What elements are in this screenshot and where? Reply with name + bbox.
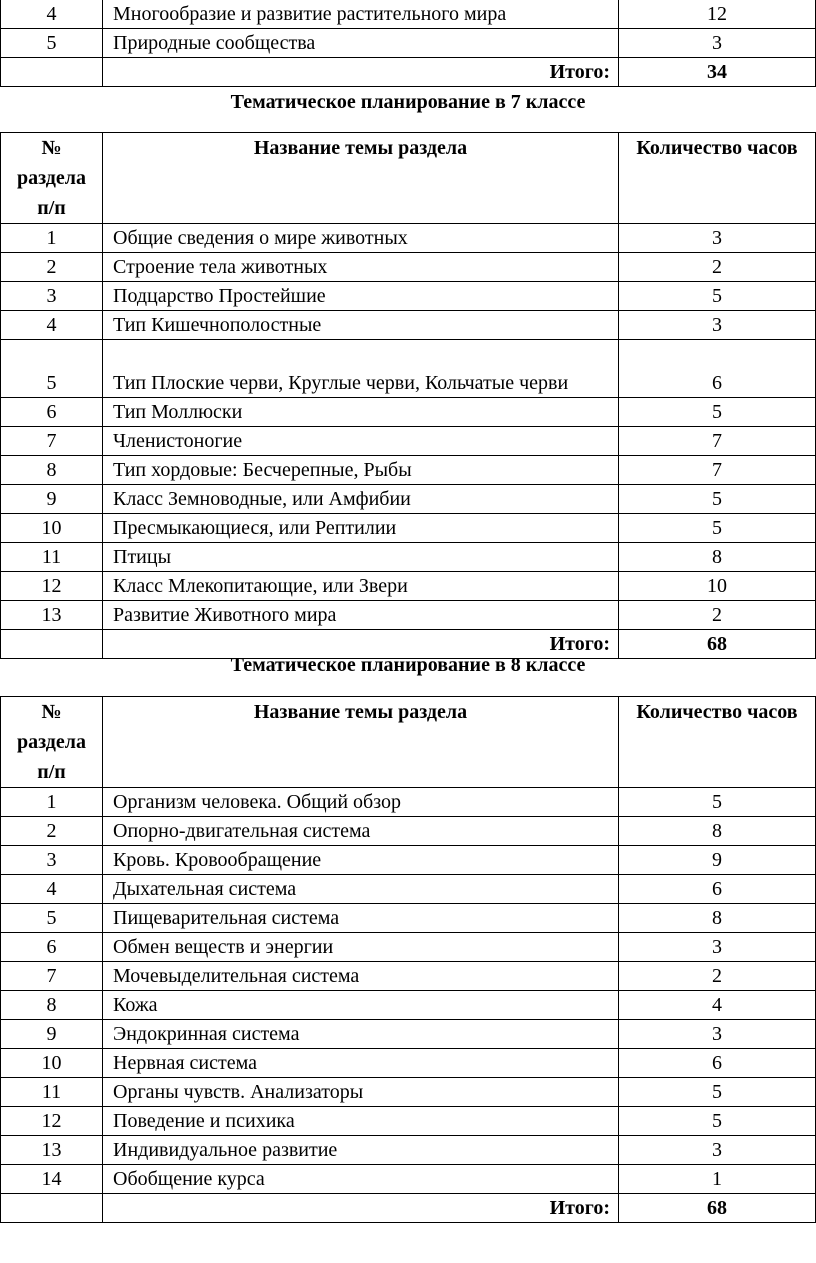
row-topic: Поведение и психика: [103, 1107, 619, 1136]
header-hours: Количество часов: [619, 133, 816, 224]
row-hours: 6: [619, 340, 816, 398]
row-topic: Органы чувств. Анализаторы: [103, 1078, 619, 1107]
row-number: 4: [1, 0, 103, 29]
row-hours: 1: [619, 1165, 816, 1194]
row-number: 7: [1, 962, 103, 991]
row-topic: Тип Моллюски: [103, 398, 619, 427]
table-row: [1, 340, 816, 398]
row-number: 1: [1, 224, 103, 253]
row-hours: 5: [619, 1078, 816, 1107]
row-hours: 7: [619, 427, 816, 456]
row-number: 2: [1, 817, 103, 846]
row-number: 4: [1, 311, 103, 340]
row-hours: 3: [619, 311, 816, 340]
table-row: [1, 253, 816, 282]
row-topic: Дыхательная система: [103, 875, 619, 904]
table-row: [1, 0, 816, 29]
row-topic: Членистоногие: [103, 427, 619, 456]
row-number: 7: [1, 427, 103, 456]
row-topic: Подцарство Простейшие: [103, 282, 619, 311]
table-row: [1, 817, 816, 846]
table-row: [1, 1136, 816, 1165]
row-topic: Эндокринная система: [103, 1020, 619, 1049]
table-row: [1, 456, 816, 485]
total-value: 68: [619, 630, 816, 659]
table-row: [1, 543, 816, 572]
header-name: Название темы раздела: [103, 133, 619, 224]
row-topic: Птицы: [103, 543, 619, 572]
row-number: 12: [1, 1107, 103, 1136]
row-hours: 4: [619, 991, 816, 1020]
table-row: [1, 572, 816, 601]
previous-grade-table: [0, 0, 816, 87]
row-number: 11: [1, 543, 103, 572]
header-row: [1, 133, 816, 224]
total-value: 34: [619, 58, 816, 87]
row-topic: Пресмыкающиеся, или Рептилии: [103, 514, 619, 543]
table-row: [1, 1107, 816, 1136]
table-row: [1, 991, 816, 1020]
row-topic: Развитие Животного мира: [103, 601, 619, 630]
total-empty-cell: [1, 58, 103, 87]
row-number: 5: [1, 340, 103, 398]
table-row: [1, 282, 816, 311]
table-row: [1, 933, 816, 962]
row-hours: 12: [619, 0, 816, 29]
total-label: Итого:: [103, 1194, 619, 1223]
row-hours: 8: [619, 543, 816, 572]
row-number: 13: [1, 601, 103, 630]
row-hours: 5: [619, 398, 816, 427]
header-row: [1, 697, 816, 788]
row-number: 10: [1, 514, 103, 543]
table-row: [1, 1020, 816, 1049]
total-row: [1, 1194, 816, 1223]
row-topic: Кровь. Кровообращение: [103, 846, 619, 875]
header-num: № раздела п/п: [1, 133, 103, 224]
row-hours: 2: [619, 601, 816, 630]
total-empty-cell: [1, 1194, 103, 1223]
row-topic: Общие сведения о мире животных: [103, 224, 619, 253]
row-hours: 3: [619, 1136, 816, 1165]
table-row: [1, 904, 816, 933]
table-row: [1, 962, 816, 991]
row-hours: 6: [619, 1049, 816, 1078]
grade7-title: Тематическое планирование в 7 классе: [230, 91, 586, 113]
row-number: 8: [1, 456, 103, 485]
row-number: 13: [1, 1136, 103, 1165]
row-hours: 8: [619, 817, 816, 846]
total-row: [1, 58, 816, 87]
total-label: Итого:: [103, 58, 619, 87]
row-hours: 6: [619, 875, 816, 904]
row-hours: 10: [619, 572, 816, 601]
row-topic: Индивидуальное развитие: [103, 1136, 619, 1165]
row-hours: 5: [619, 282, 816, 311]
grade8-rows: [1, 788, 816, 1194]
row-hours: 2: [619, 253, 816, 282]
row-number: 4: [1, 875, 103, 904]
row-number: 9: [1, 1020, 103, 1049]
row-hours: 5: [619, 514, 816, 543]
row-hours: 7: [619, 456, 816, 485]
row-topic: Опорно-двигательная система: [103, 817, 619, 846]
header-hours: Количество часов: [619, 697, 816, 788]
row-topic: Природные сообщества: [103, 29, 619, 58]
row-hours: 2: [619, 962, 816, 991]
row-topic: Многообразие и развитие растительного мира: [103, 0, 619, 29]
row-hours: 8: [619, 904, 816, 933]
table-row: [1, 788, 816, 817]
row-number: 5: [1, 29, 103, 58]
header-name: Название темы раздела: [103, 697, 619, 788]
row-topic: Мочевыделительная система: [103, 962, 619, 991]
table-row: [1, 29, 816, 58]
row-number: 2: [1, 253, 103, 282]
row-number: 11: [1, 1078, 103, 1107]
row-topic: Тип Кишечнополостные: [103, 311, 619, 340]
row-number: 12: [1, 572, 103, 601]
row-hours: 9: [619, 846, 816, 875]
row-number: 3: [1, 282, 103, 311]
row-hours: 5: [619, 485, 816, 514]
table-row: [1, 311, 816, 340]
table-row: [1, 485, 816, 514]
row-topic: Тип Плоские черви, Круглые черви, Кольчатые черви: [103, 340, 619, 398]
table-row: [1, 846, 816, 875]
row-number: 14: [1, 1165, 103, 1194]
row-topic: Пищеварительная система: [103, 904, 619, 933]
grade7-rows: [1, 224, 816, 630]
header-num: № раздела п/п: [1, 697, 103, 788]
row-number: 6: [1, 398, 103, 427]
row-number: 8: [1, 991, 103, 1020]
row-number: 5: [1, 904, 103, 933]
table-row: [1, 427, 816, 456]
row-topic: Класс Земноводные, или Амфибии: [103, 485, 619, 514]
row-hours: 3: [619, 29, 816, 58]
table-row: [1, 875, 816, 904]
row-number: 9: [1, 485, 103, 514]
total-value: 68: [619, 1194, 816, 1223]
row-hours: 5: [619, 788, 816, 817]
table-row: [1, 514, 816, 543]
row-topic: Нервная система: [103, 1049, 619, 1078]
row-topic: Строение тела животных: [103, 253, 619, 282]
total-label: Итого:: [103, 630, 619, 659]
table-row: [1, 1049, 816, 1078]
row-number: 10: [1, 1049, 103, 1078]
table-row: [1, 224, 816, 253]
row-hours: 3: [619, 933, 816, 962]
row-topic: Организм человека. Общий обзор: [103, 788, 619, 817]
row-number: 3: [1, 846, 103, 875]
grade8-title: Тематическое планирование в 8 классе: [230, 654, 586, 676]
table-row: [1, 398, 816, 427]
grade8-table: [0, 696, 816, 1223]
table-row: [1, 601, 816, 630]
previous-grade-rows: [1, 0, 816, 58]
row-topic: Класс Млекопитающие, или Звери: [103, 572, 619, 601]
row-number: 1: [1, 788, 103, 817]
grade7-table: [0, 132, 816, 659]
row-hours: 3: [619, 1020, 816, 1049]
row-topic: Обобщение курса: [103, 1165, 619, 1194]
row-topic: Кожа: [103, 991, 619, 1020]
row-hours: 3: [619, 224, 816, 253]
row-topic: Тип хордовые: Бесчерепные, Рыбы: [103, 456, 619, 485]
table-row: [1, 1078, 816, 1107]
row-number: 6: [1, 933, 103, 962]
row-topic: Обмен веществ и энергии: [103, 933, 619, 962]
row-hours: 5: [619, 1107, 816, 1136]
table-row: [1, 1165, 816, 1194]
